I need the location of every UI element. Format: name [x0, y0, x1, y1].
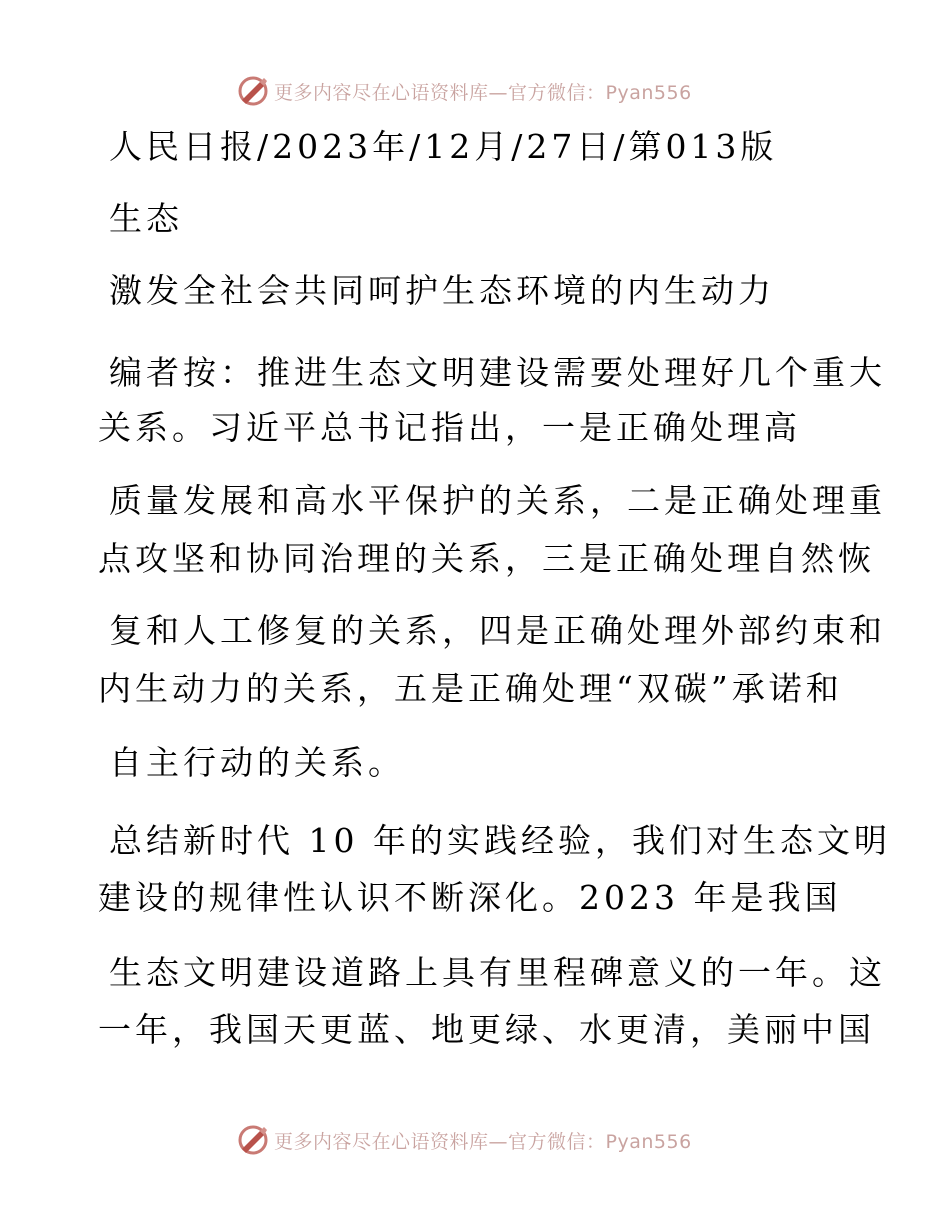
text-line: 总结新时代 10 年的实践经验，我们对生态文明 — [109, 821, 891, 860]
text-line: 自主行动的关系。 — [109, 743, 405, 782]
byline: 人民日报/2023年/12月/27日/第013版 — [109, 127, 778, 166]
text-line: 关系。习近平总书记指出，一是正确处理高 — [98, 408, 801, 447]
text-line: 生态文明建设道路上具有里程碑意义的一年。这 — [109, 953, 886, 992]
text-line: 复和人工修复的关系，四是正确处理外部约束和 — [109, 611, 886, 650]
text-line: 点攻坚和协同治理的关系，三是正确处理自然恢 — [98, 539, 875, 578]
text-line: 质量发展和高水平保护的关系，二是正确处理重 — [109, 481, 886, 520]
text-line: 编者按：推进生态文明建设需要处理好几个重大 — [109, 353, 886, 392]
footer-watermark — [236, 1120, 692, 1160]
header-watermark — [236, 71, 692, 111]
pen-swirl-icon — [236, 1123, 270, 1157]
article-title: 激发全社会共同呵护生态环境的内生动力 — [109, 271, 775, 310]
watermark-text: 更多内容尽在心语资料库—官方微信：Pyan556 — [274, 1130, 692, 1153]
pen-swirl-icon — [236, 74, 270, 108]
section-label: 生态 — [109, 199, 183, 238]
text-line: 内生动力的关系，五是正确处理“双碳”承诺和 — [98, 669, 843, 708]
text-line: 一年，我国天更蓝、地更绿、水更清，美丽中国 — [98, 1010, 875, 1049]
text-line: 建设的规律性认识不断深化。2023 年是我国 — [98, 878, 842, 917]
watermark-text: 更多内容尽在心语资料库—官方微信：Pyan556 — [274, 81, 692, 104]
